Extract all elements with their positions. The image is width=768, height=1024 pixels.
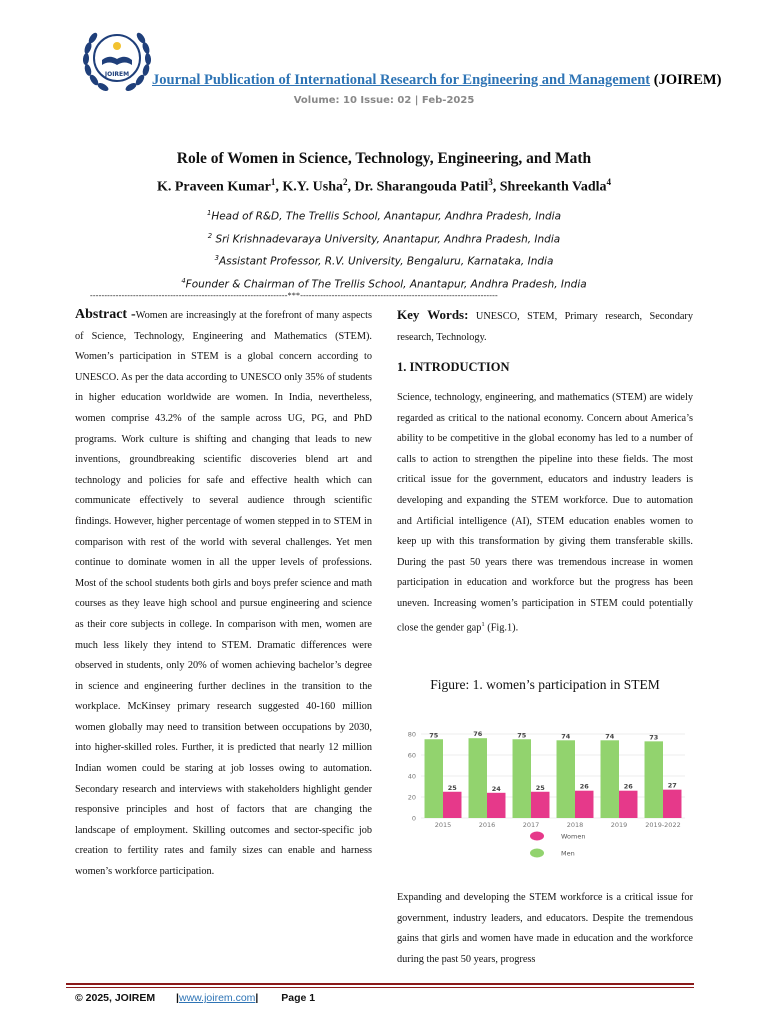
keywords-text: UNESCO, STEM, Primary research, Secondary research, Technology.	[397, 311, 693, 343]
data-label-men: 75	[429, 731, 439, 740]
data-label-women: 25	[447, 783, 457, 792]
affiliation-line	[0, 227, 768, 250]
intro-body	[397, 388, 693, 639]
intro-tail: (Fig.1).	[484, 621, 519, 633]
affiliation-line	[0, 249, 768, 272]
footnote-ref[interactable]: 1	[481, 620, 485, 628]
joirem-logo	[78, 18, 156, 96]
author-name: K.Y. Usha	[282, 179, 343, 195]
abstract-label: Abstract -	[75, 307, 136, 322]
journal-abbr: (JOIREM)	[653, 72, 722, 88]
x-tick-label: 2019	[610, 821, 628, 829]
copyright: © 2025, JOIREM	[75, 992, 156, 1004]
affil-sup: 1	[206, 209, 212, 217]
bar-women	[619, 791, 637, 818]
data-label-women: 27	[667, 781, 677, 790]
data-label-men: 76	[473, 730, 483, 739]
data-label-women: 24	[491, 784, 501, 793]
data-label-men: 73	[649, 733, 659, 742]
bar-men	[513, 739, 531, 818]
author-name: Dr. Sharangouda Patil	[354, 179, 489, 195]
journal-name-link[interactable]: Journal Publication of International Research for Engineering and Management	[152, 72, 651, 88]
journal-title	[152, 72, 721, 89]
bar-women	[575, 791, 593, 818]
legend-swatch-women	[530, 832, 544, 841]
affiliation-line	[0, 204, 768, 227]
footer-rule-thin	[66, 987, 694, 988]
data-label-men: 74	[561, 732, 571, 741]
paper-title: Role of Women in Science, Technology, Engineering, and Math	[176, 150, 592, 167]
intro-text: Science, technology, engineering, and mathematics (STEM) are widely regarded as critical to the national economy. Concern about America’s ability to be competitive in the global economy has led to a number of calls to action to strengthen the pipeline into these fields. The most critical issue for the government, educators and industry leaders is developing and expanding the STEM workforce. Due to automation and Artificial intelligence (AI), STEM education enables women to keep up with this transformation by giving them transferable skills. During the past 50 years there was tremendous increase in women participation in education and workforce but the progress has been uneven. Increasing women’s participation in STEM could potentially close the gender gap	[397, 392, 693, 633]
data-label-men: 74	[605, 732, 615, 741]
after-figure-text	[397, 888, 693, 970]
affil-sup: 4	[181, 276, 186, 285]
footer-sep: |	[255, 992, 259, 1004]
affil-text: Founder & Chairman of The Trellis School, Anantapur, Andhra Pradesh, India	[185, 278, 587, 290]
volume-issue: Volume: 10 Issue: 02 | Feb-2025	[293, 95, 475, 106]
data-label-women: 25	[535, 783, 545, 792]
abstract-text: Women are increasingly at the forefront of many aspects of Science, Technology, Engineering and Mathematics (STEM). Women’s participation in STEM is a global concern according to UNESCO. As per the data according to UNESCO only 35% of students in higher education worldwide are women. In India, nevertheless, women comprise 43.2% of the sample across UG, PG, and PhD programs. Work culture is shifting and changing that leads to new inventions, groundbreaking scientific discoveries blend art and technology and policies for safe and effective health which can communicate effectively to several audience through scientific findings. However, higher percentage of women stepped in to STEM in comparison with rest of the world with several challenges. Yet men continue to dominate women in all the upper levels of professions. Most of the school students both girls and boys prefer science and math courses as they leave high school and pursue engineering and science as their core subjects in college. In comparison with men, women are much less likely they intend to STEM. Dramatic differences were observed in students, only 20% of women achieving bachelor’s degree in science and engineering further declines in the transition to the workplace. McKinsey primary research suggested 40-160 million women globally may need to transition between occupations by 2030, into higher-skilled roles. Further, it is predicted that nearly 12 million Indian women could be staring at job losses owing to automation. Secondary research and interviews with stakeholders highlight gender responsive principles and host of factors that are changing the landscape of employment. Skilling outcomes and sector-specific job creation to fertility rates and family sizes can enable and harness women’s workforce participation.	[75, 310, 372, 878]
x-tick-label: 2019-2022	[645, 821, 681, 829]
x-tick-label: 2016	[478, 821, 496, 829]
affil-text: Head of R&D, The Trellis School, Anantapur, Andhra Pradesh, India	[211, 210, 562, 223]
bar-men	[645, 741, 663, 818]
footer-rule	[66, 983, 694, 985]
bar-men	[469, 738, 487, 818]
x-tick-label: 2015	[434, 821, 452, 829]
stem-participation-chart	[397, 722, 689, 872]
y-tick-label: 40	[407, 772, 416, 781]
bar-men	[601, 740, 619, 818]
affil-text: Assistant Professor, R.V. University, Bengaluru, Karnataka, India	[218, 255, 554, 268]
legend-label-women: Women	[561, 832, 586, 841]
data-label-women: 26	[579, 782, 589, 791]
section-divider: ---------------------------------------------------------------------***---------------------------------------------------------------------	[90, 291, 498, 300]
author-sup: 3	[488, 177, 493, 187]
y-tick-label: 60	[407, 751, 416, 760]
bar-women	[443, 792, 461, 818]
author-name: Shreekanth Vadla	[499, 179, 607, 195]
author-sep: ,	[492, 179, 500, 195]
author-sup: 1	[270, 177, 276, 187]
y-tick-label: 0	[411, 814, 416, 823]
abstract	[75, 305, 372, 883]
footer-sep: |	[176, 992, 179, 1004]
bar-women	[663, 790, 681, 818]
affil-sup: 3	[214, 254, 219, 262]
bar-women	[531, 792, 549, 818]
x-tick-label: 2018	[566, 821, 584, 829]
author-name: K. Praveen Kumar	[156, 179, 271, 195]
bar-men	[557, 740, 575, 818]
bar-men	[425, 739, 443, 818]
author-list	[0, 177, 768, 196]
author-sep: ,	[275, 179, 283, 195]
page-number: Page 1	[281, 992, 316, 1004]
y-tick-label: 20	[407, 793, 416, 802]
x-tick-label: 2017	[522, 821, 540, 829]
legend-label-men: Men	[561, 849, 575, 858]
footer-url-link[interactable]: www.joirem.com	[178, 992, 256, 1004]
intro-heading: 1. INTRODUCTION	[397, 360, 510, 374]
author-sup: 4	[606, 177, 612, 187]
legend-swatch-men	[530, 849, 544, 858]
author-sep: ,	[347, 179, 355, 195]
keywords-label: Key Words:	[397, 307, 469, 322]
data-label-women: 26	[623, 782, 633, 791]
bar-women	[487, 793, 505, 818]
affil-sup: 2	[207, 231, 213, 240]
y-tick-label: 80	[407, 730, 416, 739]
after-text: Expanding and developing the STEM workforce is a critical issue for government, industry leaders, and educators. Despite the tremendous gains that girls and women have made in education and the workforce during the past 50 years, progress	[397, 892, 693, 965]
data-label-men: 75	[517, 731, 527, 740]
figure-caption: Figure: 1. women’s participation in STEM	[430, 677, 660, 692]
affiliations	[0, 204, 768, 294]
footer	[75, 992, 315, 1004]
svg-text:JOIREM: JOIREM	[104, 71, 130, 78]
affil-text: Sri Krishnadevaraya University, Anantapur, Andhra Pradesh, India	[212, 233, 561, 245]
keywords	[397, 305, 693, 348]
author-sup: 2	[342, 177, 348, 187]
